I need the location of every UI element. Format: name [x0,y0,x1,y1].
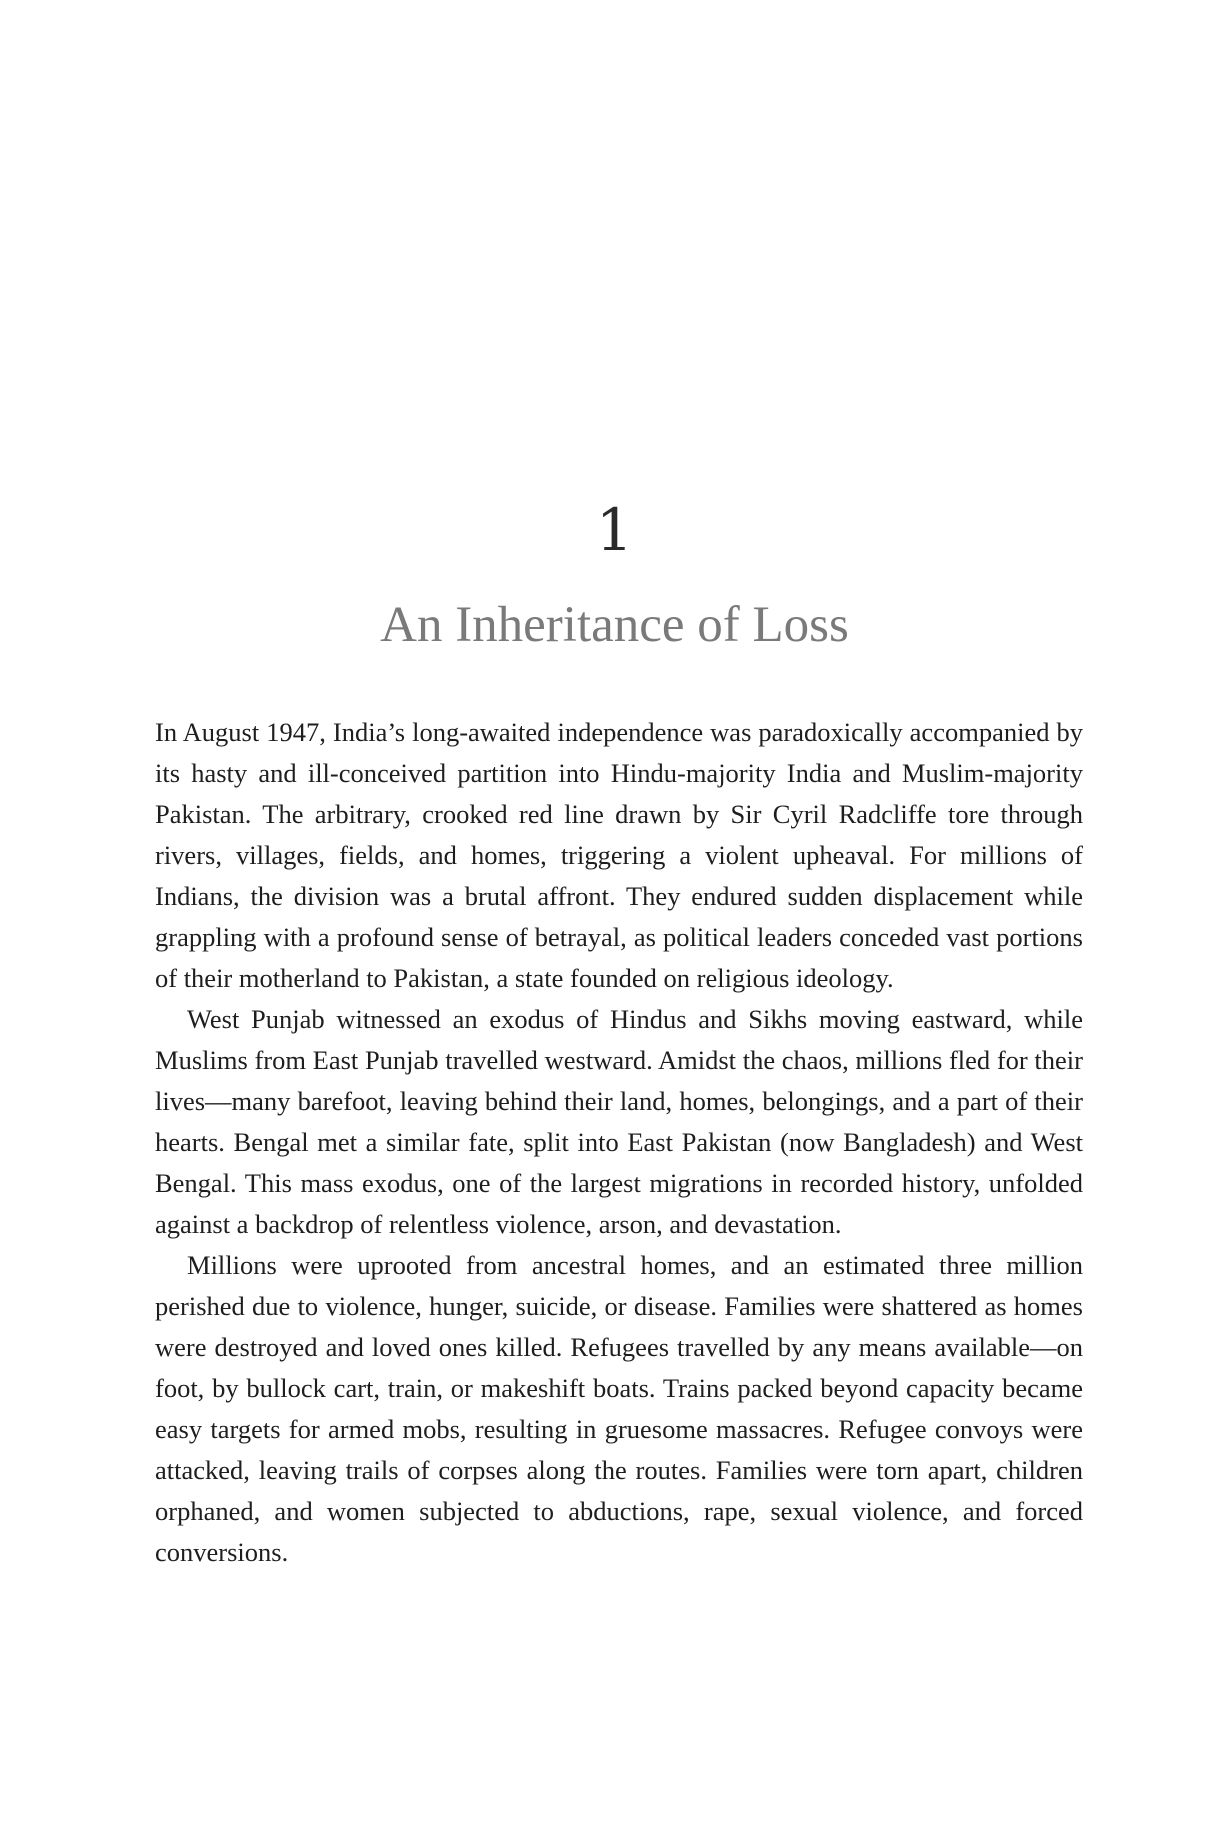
chapter-title: An Inheritance of Loss [380,597,849,653]
chapter-number: 1 [596,496,633,564]
paragraph-3: Millions were uprooted from ancestral homes, and an estimated three million perished due to violence, hunger, suicide, or disease. Families were shattered as homes were destroyed and loved ones killed. Refugees travelled by any means available—on foot, by bullock cart, train, or makeshift boats. Trains packed beyond capacity became easy targets for armed mobs, resulting in gruesome massacres. Refugee convoys were attacked, leaving trails of corpses along the routes. Families were torn apart, children orphaned, and women subjected to abductions, rape, sexual violence, and forced conversions. [155,1250,1083,1567]
paragraph-1: In August 1947, India’s long-awaited independence was paradoxically accompanied by its hasty and ill-conceived partition into Hindu-majority India and Muslim-majority Pakistan. The arbitrary, crooked red line drawn by Sir Cyril Radcliffe tore through rivers, villages, fields, and homes, triggering a violent upheaval. For millions of Indians, the division was a brutal affront. They endured sudden displacement while grappling with a profound sense of betrayal, as political leaders conceded vast portions of their motherland to Pakistan, a state founded on religious ideology. [155,717,1083,993]
chapter-body [155,712,1083,1573]
paragraph-2: West Punjab witnessed an exodus of Hindus and Sikhs moving eastward, while Muslims from East Punjab travelled westward. Amidst the chaos, millions fled for their lives—many barefoot, leaving behind their land, homes, belongings, and a part of their hearts. Bengal met a similar fate, split into East Pakistan (now Bangladesh) and West Bengal. This mass exodus, one of the largest migrations in recorded history, unfolded against a backdrop of relentless violence, arson, and devastation. [155,1004,1083,1239]
